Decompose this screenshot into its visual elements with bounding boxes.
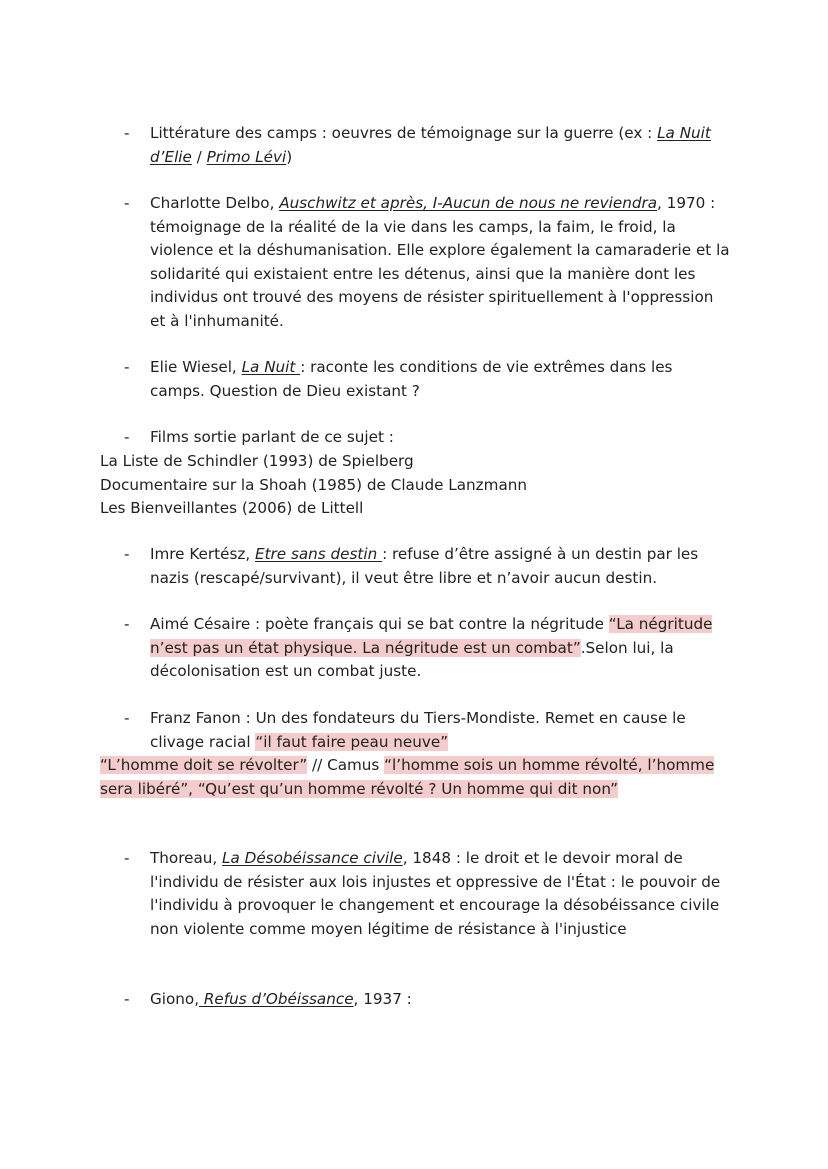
bullet-dash: - (124, 709, 130, 727)
bullet-dash: - (124, 849, 130, 867)
bullet-dash: - (124, 358, 130, 376)
film-entry: La Liste de Schindler (1993) de Spielberg (100, 452, 414, 470)
camus-quote-paragraph (100, 754, 720, 801)
item-text: .Selon lui, la décolonisation est un combat juste. (150, 638, 674, 680)
item-text: ) (286, 147, 293, 166)
item-text: : raconte les conditions de vie extrêmes dans les camps. Question de Dieu existant ? (150, 358, 673, 400)
item-text: Imre Kertész, (150, 545, 255, 563)
list-item (124, 543, 730, 590)
item-text: Franz Fanon : Un des fondateurs du Tiers-Mondiste. Remet en cause le clivage racial (150, 709, 686, 751)
work-title: La Désobéissance civile (222, 849, 403, 867)
separator: / (191, 147, 207, 166)
highlighted-quote: “La négritude n’est pas un état physique. La négritude est un combat” (150, 615, 713, 657)
item-text: Aimé Césaire : poète français qui se bat contre la négritude (150, 615, 609, 633)
highlighted-quote: “L’homme doit se révolter” (100, 756, 308, 774)
item-text: Giono, (150, 990, 200, 1008)
paragraph-text: // Camus (307, 756, 385, 774)
item-text: Thoreau, (150, 849, 223, 867)
list-item (124, 356, 730, 403)
list-item (124, 847, 730, 941)
film-entry: Les Bienveillantes (2006) de Littell (100, 499, 364, 517)
highlighted-quote: “l’homme sois un homme révolté, l’homme sera libéré”, “Qu’est qu’un homme révolté ? Un homme qui dit non” (100, 756, 715, 798)
item-text: , 1937 : (353, 990, 412, 1008)
item-text: Littérature des camps : oeuvres de témoignage sur la guerre (ex : (150, 124, 658, 142)
work-title: La Nuit (241, 358, 301, 376)
highlighted-quote: “il faut faire peau neuve” (255, 732, 449, 751)
item-text: Elie Wiesel, (150, 358, 242, 376)
bullet-dash: - (124, 545, 130, 563)
work-title: Refus d’Obéissance (199, 990, 354, 1008)
work-title: Auschwitz et après, I-Aucun de nous ne reviendra (279, 194, 658, 212)
item-text: , 1848 : le droit et le devoir moral de l'individu de résister aux lois injustes et oppressive de l'État : le pouvoir de l'individu à provoquer le changement et encourage la désobéissance civile non violente comme moyen légitime de résistance à l'injustice (150, 849, 721, 938)
work-title: Etre sans destin (254, 545, 383, 563)
item-text: , 1970 : témoignage de la réalité de la vie dans les camps, la faim, le froid, la violence et la déshumanisation. Elle explore également la camaraderie et la solidarité qui existaient entre les détenus, ainsi que la manière dont les individus ont trouvé des moyens de résister spirituellement à l'oppression et à l'inhumanité. (150, 194, 730, 330)
item-text: : refuse d’être assigné à un destin par les nazis (rescapé/survivant), il veut être libre et n’avoir aucun destin. (150, 545, 699, 587)
list-item (124, 122, 730, 169)
list-item (124, 988, 730, 1012)
bullet-dash: - (124, 615, 130, 633)
film-entry: Documentaire sur la Shoah (1985) de Claude Lanzmann (100, 475, 527, 494)
list-item (124, 192, 730, 333)
work-title: La Nuit d’Elie (150, 124, 711, 166)
item-text: Films sortie parlant de ce sujet : (150, 428, 394, 446)
list-item (124, 426, 730, 450)
work-title: Primo Lévi (206, 147, 287, 166)
bullet-dash: - (124, 428, 130, 446)
list-item (124, 707, 730, 754)
bullet-dash: - (124, 194, 130, 212)
list-item (124, 613, 730, 684)
bullet-dash: - (124, 124, 130, 142)
bullet-dash: - (124, 990, 130, 1008)
film-list (100, 450, 720, 521)
item-text: Charlotte Delbo, (150, 194, 280, 212)
